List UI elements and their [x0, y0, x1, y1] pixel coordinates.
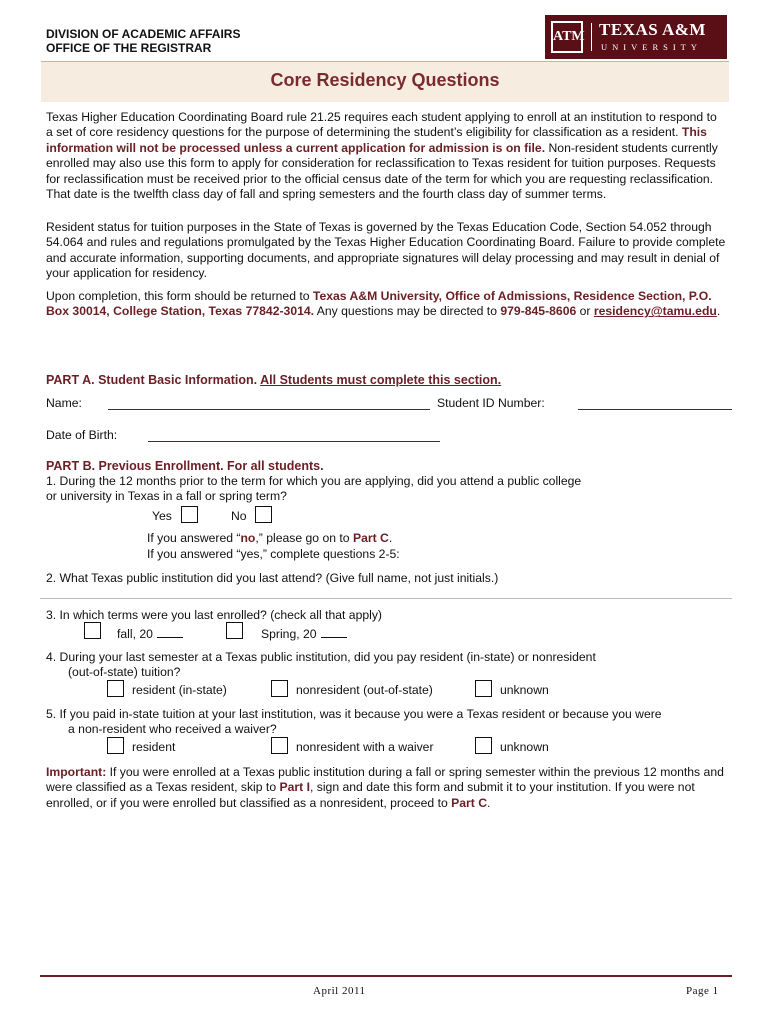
- important-text: If you were enrolled at a Texas public institution during a fall or spring semester within the previous 12 months and were classified as a Texas resident, skip to: [46, 765, 724, 795]
- footer-date: April 2011: [313, 985, 366, 997]
- period: .: [388, 531, 393, 545]
- spring-option: [261, 626, 347, 641]
- q5-waiver-checkbox[interactable]: [271, 737, 288, 754]
- q4-resident-label: resident (in-state): [132, 683, 227, 697]
- name-field[interactable]: [108, 409, 430, 410]
- q5-resident-label: resident: [132, 740, 176, 754]
- if-no-text-2: ,” please go on to: [255, 531, 353, 545]
- q5-waiver-label: nonresident with a waiver: [296, 740, 434, 754]
- footer-rule: [40, 975, 732, 977]
- q5-unknown-label: unknown: [500, 740, 549, 754]
- q4-unknown-checkbox[interactable]: [475, 680, 492, 697]
- intro-paragraph-3: [46, 289, 726, 320]
- no-checkbox[interactable]: [255, 506, 272, 523]
- intro-text-continued: Non-resident students currently enrolled may also use this form to apply for consideration for reclassification to Texas resident for tuition purposes. Requests for reclassification must be received prior to the official census date of the term for which you are requesting reclassification. That date is the twelfth class day of fall and spring semesters and the fourth class day of summer terms.: [46, 140, 718, 202]
- q5-resident-checkbox[interactable]: [107, 737, 124, 754]
- question-5-continued: a non-resident who received a waiver?: [68, 722, 277, 736]
- spring-year-field[interactable]: [321, 626, 347, 638]
- student-id-field[interactable]: [578, 409, 732, 410]
- question-4: 4. During your last semester at a Texas public institution, did you pay resident (in-state) or nonresident: [46, 650, 596, 664]
- phone-number: 979-845-8606: [500, 304, 577, 319]
- logo-text-texas-am: TEXAS A&M: [599, 20, 706, 39]
- part-a-instruction: All Students must complete this section.: [260, 373, 502, 387]
- part-c-reference: Part C: [352, 531, 389, 545]
- email-link[interactable]: residency@tamu.edu: [593, 304, 717, 319]
- spring-label: Spring, 20: [261, 627, 317, 641]
- q5-unknown-checkbox[interactable]: [475, 737, 492, 754]
- atm-logo-mark: ATM: [551, 21, 583, 53]
- office-name: OFFICE OF THE REGISTRAR: [46, 41, 212, 55]
- question-2: 2. What Texas public institution did you last attend? (Give full name, not just initials.): [46, 571, 499, 585]
- intro-text: Texas Higher Education Coordinating Board rule 21.25 requires each student applying to enroll at an institution to respond to a set of core residency questions for the purpose of determining the student’s eligibility for classification as a resident.: [46, 110, 717, 140]
- logo-text-university: UNIVERSITY: [601, 42, 702, 52]
- question-3: 3. In which terms were you last enrolled? (check all that apply): [46, 608, 382, 622]
- dob-field[interactable]: [148, 441, 440, 442]
- important-note: [46, 765, 726, 811]
- period: .: [487, 795, 491, 810]
- page-number: Page 1: [686, 985, 719, 997]
- or-text: or: [576, 304, 594, 319]
- if-no-answer: no: [240, 531, 256, 545]
- important-text-continued: , sign and date this form and submit it to your institution. If you were not enrolled, or if you were enrolled but classified as a nonresident, proceed to: [46, 780, 695, 810]
- question-5: 5. If you paid in-state tuition at your last institution, was it because you were a Texas resident or because you were: [46, 707, 662, 721]
- fall-option: [117, 626, 183, 641]
- answer-2-line[interactable]: [40, 598, 732, 599]
- spring-checkbox[interactable]: [226, 622, 243, 639]
- no-label: No: [231, 509, 247, 523]
- q4-nonresident-label: nonresident (out-of-state): [296, 683, 433, 697]
- page-title: Core Residency Questions: [270, 70, 500, 90]
- title-bar: [41, 61, 729, 102]
- intro-warning: This information will not be processed unless a current application for admission is on file.: [46, 125, 707, 155]
- period: .: [716, 304, 721, 319]
- if-no-instruction: [147, 531, 392, 545]
- fall-year-field[interactable]: [157, 626, 183, 638]
- division-name: DIVISION OF ACADEMIC AFFAIRS: [46, 27, 241, 41]
- fall-label: fall, 20: [117, 627, 153, 641]
- part-b-heading: PART B. Previous Enrollment. For all students.: [46, 459, 324, 473]
- q4-nonresident-checkbox[interactable]: [271, 680, 288, 697]
- part-c-reference: Part C: [451, 795, 488, 810]
- yes-checkbox[interactable]: [181, 506, 198, 523]
- if-no-text: If you answered “: [147, 531, 241, 545]
- questions-text: Any questions may be directed to: [314, 304, 501, 319]
- part-i-reference: Part I: [279, 780, 310, 795]
- mailing-address: Texas A&M University, Office of Admissions, Residence Section, P.O. Box 30014, College Station, Texas 77842-3014.: [46, 289, 712, 319]
- part-a-title: PART A. Student Basic Information.: [46, 373, 261, 387]
- question-1: 1. During the 12 months prior to the term for which you are applying, did you attend a public college or university in Texas in a fall or spring term?: [46, 474, 582, 504]
- logo-divider: [591, 23, 592, 51]
- part-a-heading: [46, 373, 501, 387]
- q4-unknown-label: unknown: [500, 683, 549, 697]
- student-id-label: Student ID Number:: [437, 396, 545, 410]
- yes-label: Yes: [152, 509, 172, 523]
- important-label: Important:: [46, 765, 107, 779]
- return-text: Upon completion, this form should be returned to: [46, 289, 313, 303]
- q4-resident-checkbox[interactable]: [107, 680, 124, 697]
- office-header: [46, 27, 240, 55]
- dob-label: Date of Birth:: [46, 428, 118, 442]
- intro-paragraph-2: Resident status for tuition purposes in the State of Texas is governed by the Texas Education Code, Section 54.052 through 54.064 and rules and regulations promulgated by the Texas Higher Education Coordinating Board. Failure to provide complete and accurate information, supporting documents, and appropriate signatures will delay processing and may result in denial of your application for residency.: [46, 220, 726, 281]
- fall-checkbox[interactable]: [84, 622, 101, 639]
- question-4-continued: (out-of-state) tuition?: [68, 665, 181, 679]
- if-yes-instruction: If you answered “yes,” complete questions 2-5:: [147, 547, 400, 561]
- tamu-logo: [545, 15, 727, 59]
- name-label: Name:: [46, 396, 82, 410]
- intro-paragraph-1: [46, 110, 726, 202]
